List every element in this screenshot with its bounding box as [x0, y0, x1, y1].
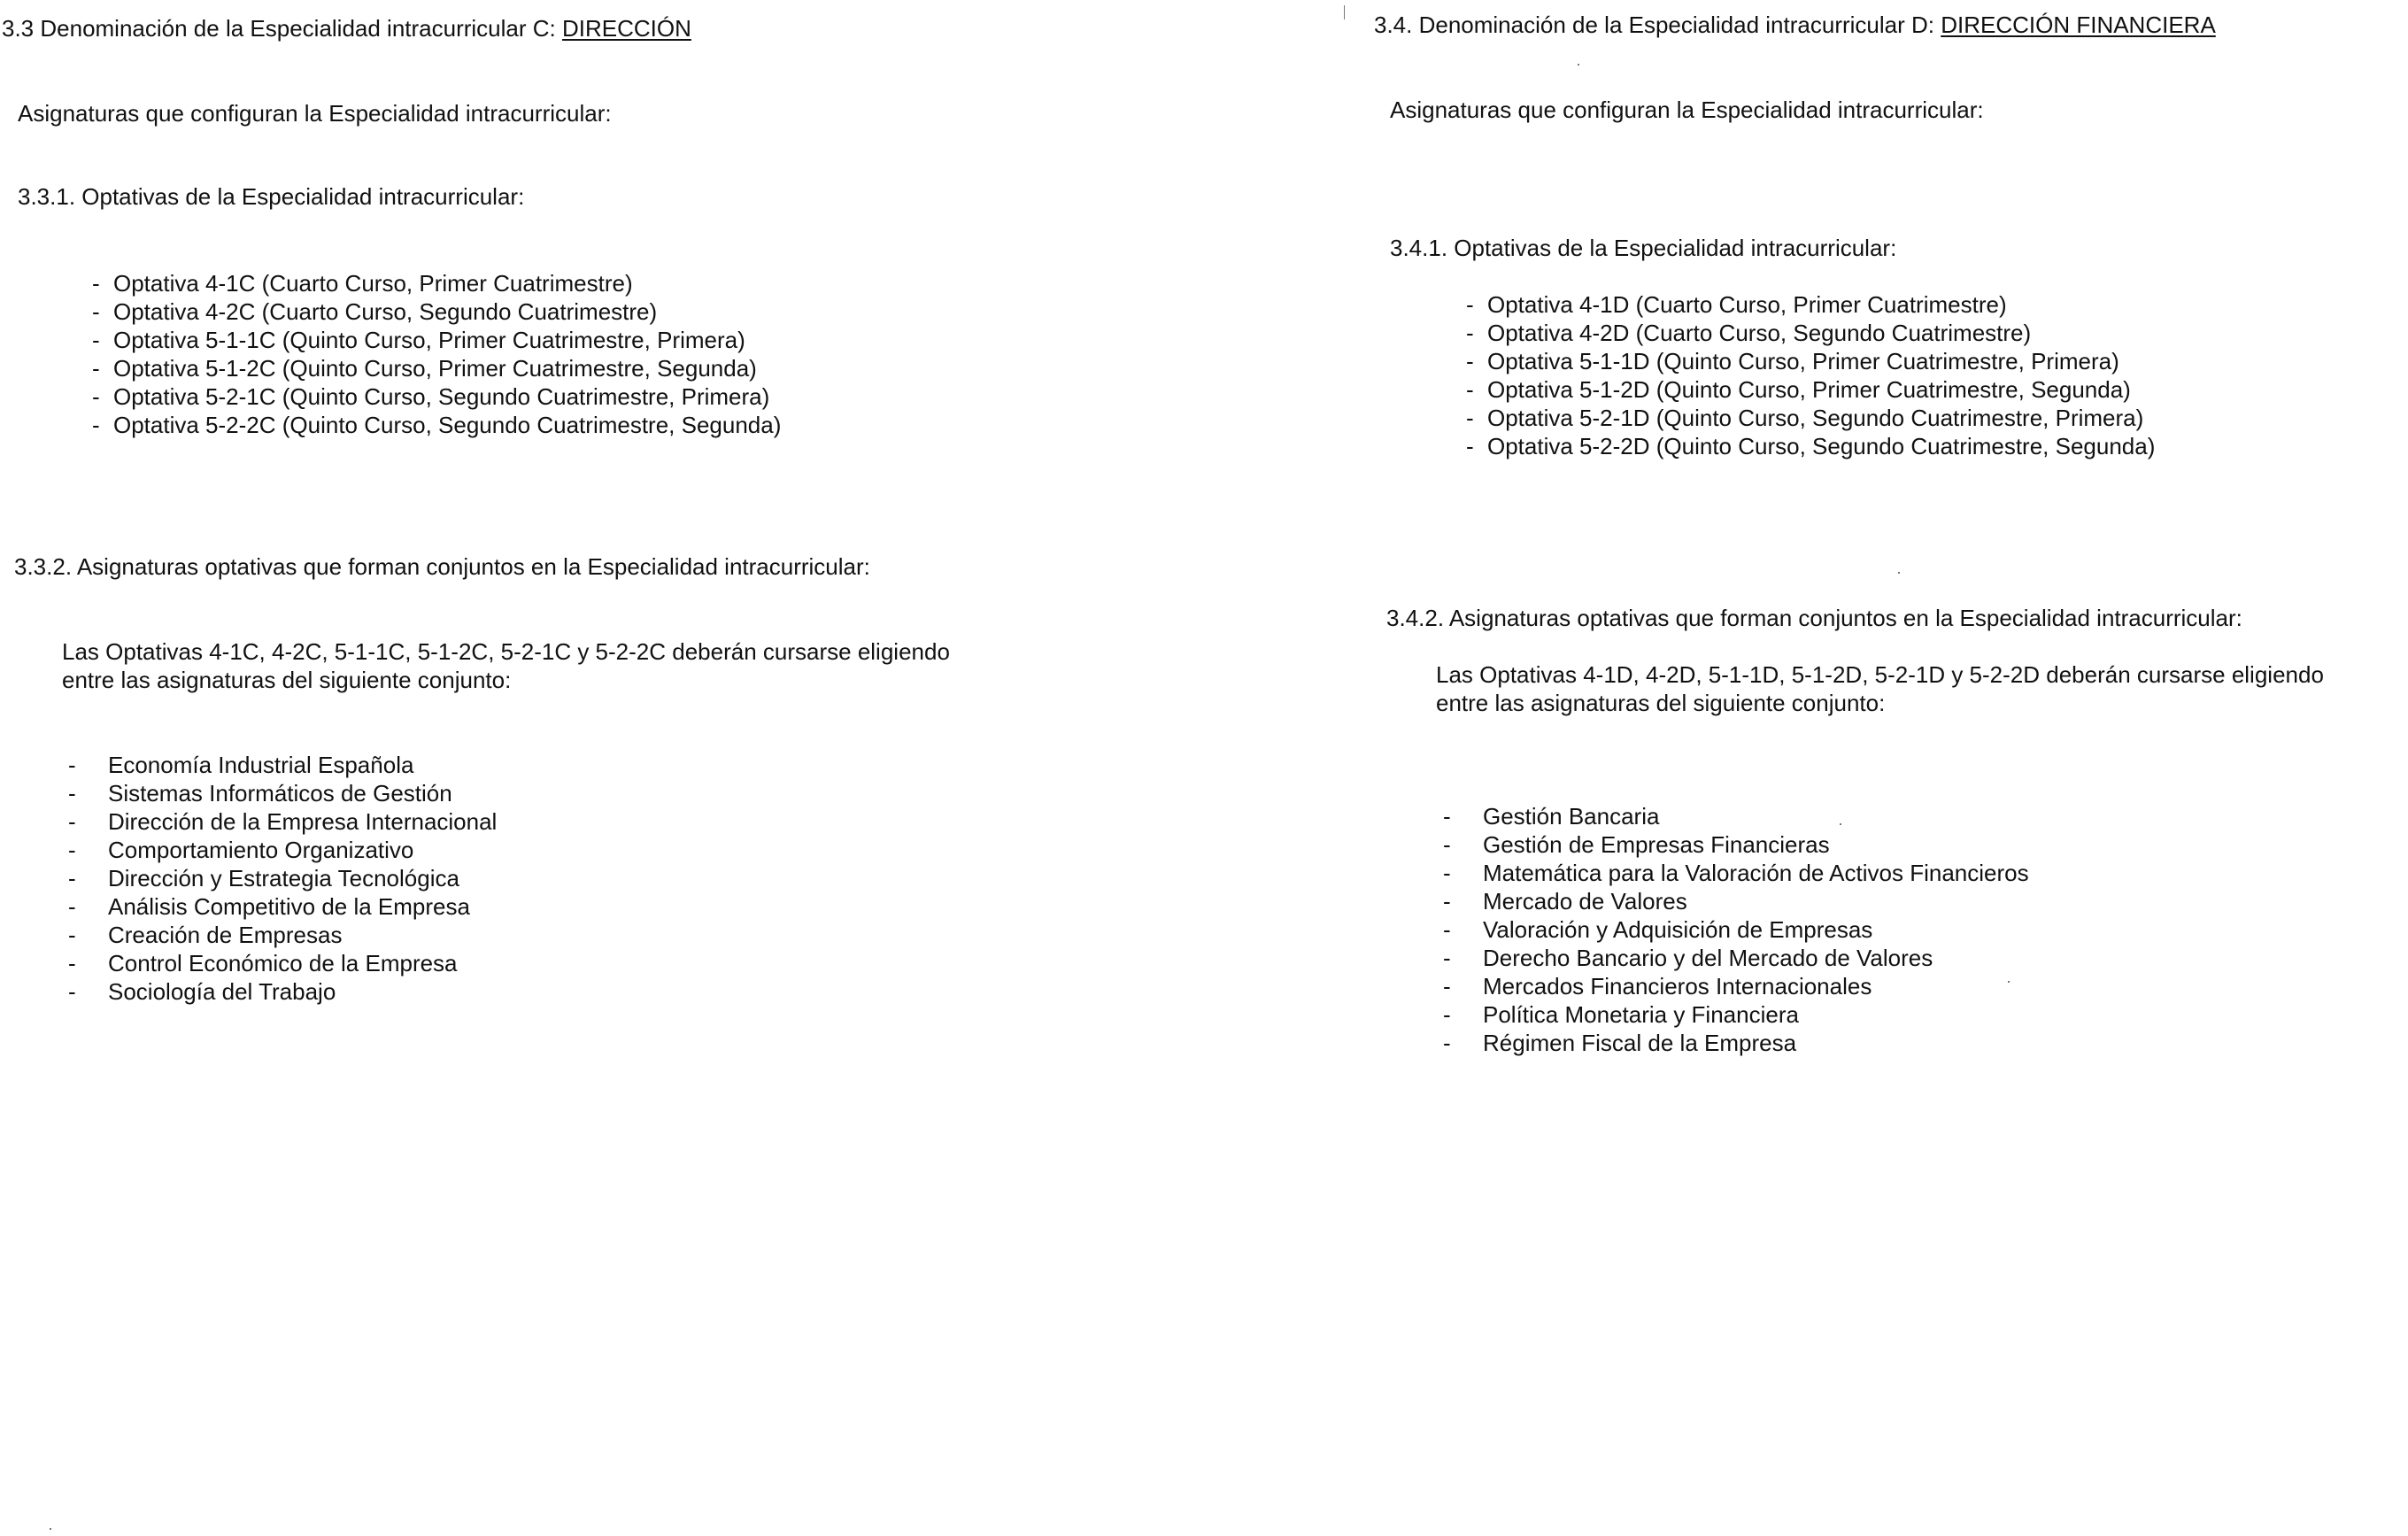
- list-item: - Optativa 4-1D (Cuarto Curso, Primer Cuatrimestre): [1466, 291, 2007, 318]
- heading-3-3-prefix: 3.3 Denominación de la Especialidad intracurricular C:: [2, 15, 562, 42]
- scan-speck: [50, 1528, 51, 1530]
- list-item: - Optativa 5-1-1C (Quinto Curso, Primer Cuatrimestre, Primera): [92, 327, 745, 353]
- list-item: - Optativa 5-2-1D (Quinto Curso, Segundo Cuatrimestre, Primera): [1466, 405, 2144, 431]
- list-item: - Régimen Fiscal de la Empresa: [1443, 1030, 1797, 1056]
- paragraph-3-4-2-line1: Las Optativas 4-1D, 4-2D, 5-1-1D, 5-1-2D, 5-2-1D y 5-2-2D deberán cursarse eligiendo: [1436, 661, 2324, 688]
- scan-speck: [1898, 572, 1900, 574]
- subheading-3-3-2: 3.3.2. Asignaturas optativas que forman conjuntos en la Especialidad intracurricular:: [14, 553, 870, 580]
- list-item: - Comportamiento Organizativo: [68, 837, 414, 863]
- list-item: - Economía Industrial Española: [68, 752, 414, 778]
- paragraph-3-3-2-line2: entre las asignaturas del siguiente conjunto:: [62, 667, 512, 693]
- subjects-list-3-3: [68, 751, 497, 1006]
- subjects-list-3-4: [1443, 802, 2029, 1057]
- subheading-3-3-1: 3.3.1. Optativas de la Especialidad intracurricular:: [18, 183, 525, 210]
- scan-speck: [1840, 823, 1841, 825]
- heading-3-3-specialty: DIRECCIÓN: [562, 15, 691, 42]
- list-item: - Optativa 5-1-2D (Quinto Curso, Primer Cuatrimestre, Segunda): [1466, 376, 2131, 403]
- list-item: - Creación de Empresas: [68, 922, 343, 948]
- list-item: - Sistemas Informáticos de Gestión: [68, 780, 452, 807]
- scan-speck: [1344, 5, 1345, 19]
- subjects-intro-3-4: Asignaturas que configuran la Especialidad intracurricular:: [1390, 96, 1984, 123]
- paragraph-3-3-2-line1: Las Optativas 4-1C, 4-2C, 5-1-1C, 5-1-2C, 5-2-1C y 5-2-2C deberán cursarse eligiendo: [62, 638, 950, 665]
- list-item: - Análisis Competitivo de la Empresa: [68, 893, 470, 920]
- list-item: - Dirección y Estrategia Tecnológica: [68, 865, 459, 891]
- list-item: - Sociología del Trabajo: [68, 978, 336, 1005]
- list-item: - Optativa 5-2-2D (Quinto Curso, Segundo Cuatrimestre, Segunda): [1466, 433, 2156, 459]
- list-item: - Optativa 5-2-2C (Quinto Curso, Segundo Cuatrimestre, Segunda): [92, 412, 782, 438]
- list-item: - Gestión Bancaria: [1443, 803, 1660, 830]
- scan-speck: [1578, 64, 1579, 66]
- list-item: - Derecho Bancario y del Mercado de Valores: [1443, 945, 1933, 971]
- scan-speck: [2008, 981, 2010, 983]
- subjects-intro-3-3: Asignaturas que configuran la Especialidad intracurricular:: [18, 100, 612, 127]
- list-item: - Mercado de Valores: [1443, 888, 1687, 915]
- list-item: - Dirección de la Empresa Internacional: [68, 808, 498, 835]
- list-item: - Valoración y Adquisición de Empresas: [1443, 916, 1873, 943]
- paragraph-3-4-2-line2: entre las asignaturas del siguiente conjunto:: [1436, 690, 1886, 716]
- list-item: - Optativa 5-1-1D (Quinto Curso, Primer Cuatrimestre, Primera): [1466, 348, 2119, 374]
- list-item: - Optativa 4-2D (Cuarto Curso, Segundo Cuatrimestre): [1466, 320, 2032, 346]
- list-item: - Mercados Financieros Internacionales: [1443, 973, 1872, 1000]
- optativas-list-3-3: [92, 269, 781, 439]
- heading-3-4-specialty: DIRECCIÓN FINANCIERA: [1941, 12, 2216, 38]
- list-item: - Optativa 4-1C (Cuarto Curso, Primer Cuatrimestre): [92, 270, 633, 297]
- list-item: - Matemática para la Valoración de Activos Financieros: [1443, 860, 2029, 886]
- optativas-list-3-4: [1466, 290, 2155, 460]
- subheading-3-4-2: 3.4.2. Asignaturas optativas que forman conjuntos en la Especialidad intracurricular:: [1386, 605, 2242, 631]
- list-item: - Política Monetaria y Financiera: [1443, 1001, 1799, 1028]
- list-item: - Gestión de Empresas Financieras: [1443, 831, 1830, 858]
- subheading-3-4-1: 3.4.1. Optativas de la Especialidad intracurricular:: [1390, 235, 1897, 261]
- list-item: - Optativa 5-1-2C (Quinto Curso, Primer Cuatrimestre, Segunda): [92, 355, 757, 382]
- list-item: - Optativa 5-2-1C (Quinto Curso, Segundo Cuatrimestre, Primera): [92, 383, 770, 410]
- list-item: - Optativa 4-2C (Cuarto Curso, Segundo Cuatrimestre): [92, 298, 658, 325]
- heading-3-4: [1374, 11, 2216, 39]
- heading-3-3: [2, 14, 691, 42]
- heading-3-4-prefix: 3.4. Denominación de la Especialidad intracurricular D:: [1374, 12, 1941, 38]
- list-item: - Control Económico de la Empresa: [68, 950, 458, 976]
